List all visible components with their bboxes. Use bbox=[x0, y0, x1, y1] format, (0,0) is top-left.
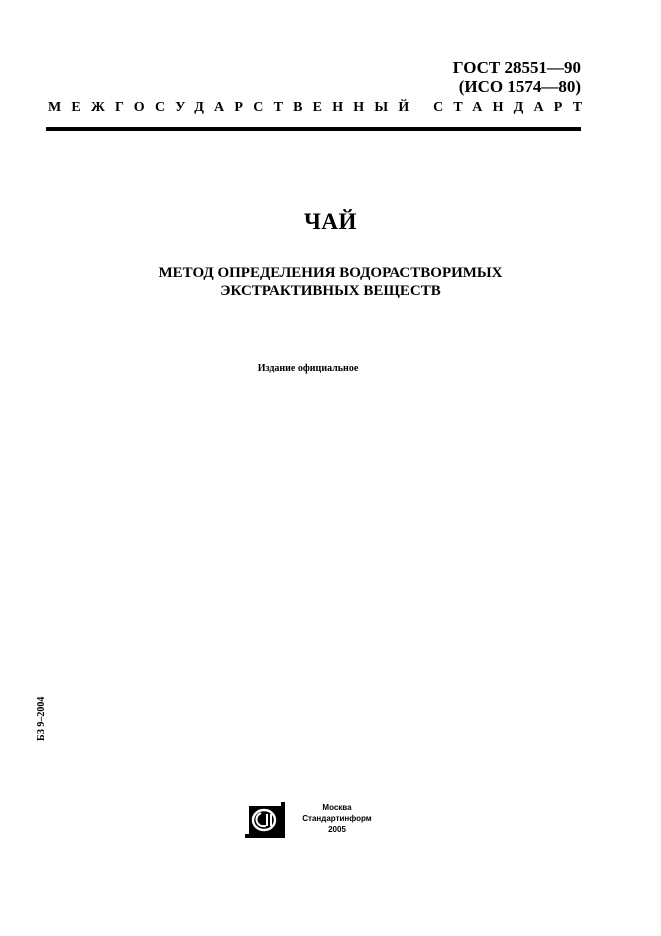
subtitle-line-1: МЕТОД ОПРЕДЕЛЕНИЯ ВОДОРАСТВОРИМЫХ bbox=[158, 265, 503, 281]
document-subtitle bbox=[0, 264, 661, 300]
publisher-block bbox=[292, 802, 382, 835]
subtitle-line-2: ЭКСТРАКТИВНЫХ ВЕЩЕСТВ bbox=[220, 283, 441, 299]
publisher-year: 2005 bbox=[328, 825, 346, 834]
standartinform-logo-icon bbox=[245, 802, 285, 838]
side-code: БЗ 9–2004 bbox=[36, 696, 47, 741]
edition-note: Издание официальное bbox=[257, 363, 359, 374]
header-divider bbox=[46, 127, 581, 131]
standard-type-heading: МЕЖГОСУДАРСТВЕННЫЙ СТАНДАРТ bbox=[48, 100, 593, 115]
publisher-city: Москва bbox=[322, 803, 352, 812]
iso-number: (ИСО 1574—80) bbox=[458, 77, 581, 96]
document-title: ЧАЙ bbox=[304, 209, 357, 234]
gost-number: ГОСТ 28551—90 bbox=[452, 58, 581, 77]
publisher-name: Стандартинформ bbox=[302, 814, 372, 823]
gost-designation bbox=[453, 58, 581, 96]
